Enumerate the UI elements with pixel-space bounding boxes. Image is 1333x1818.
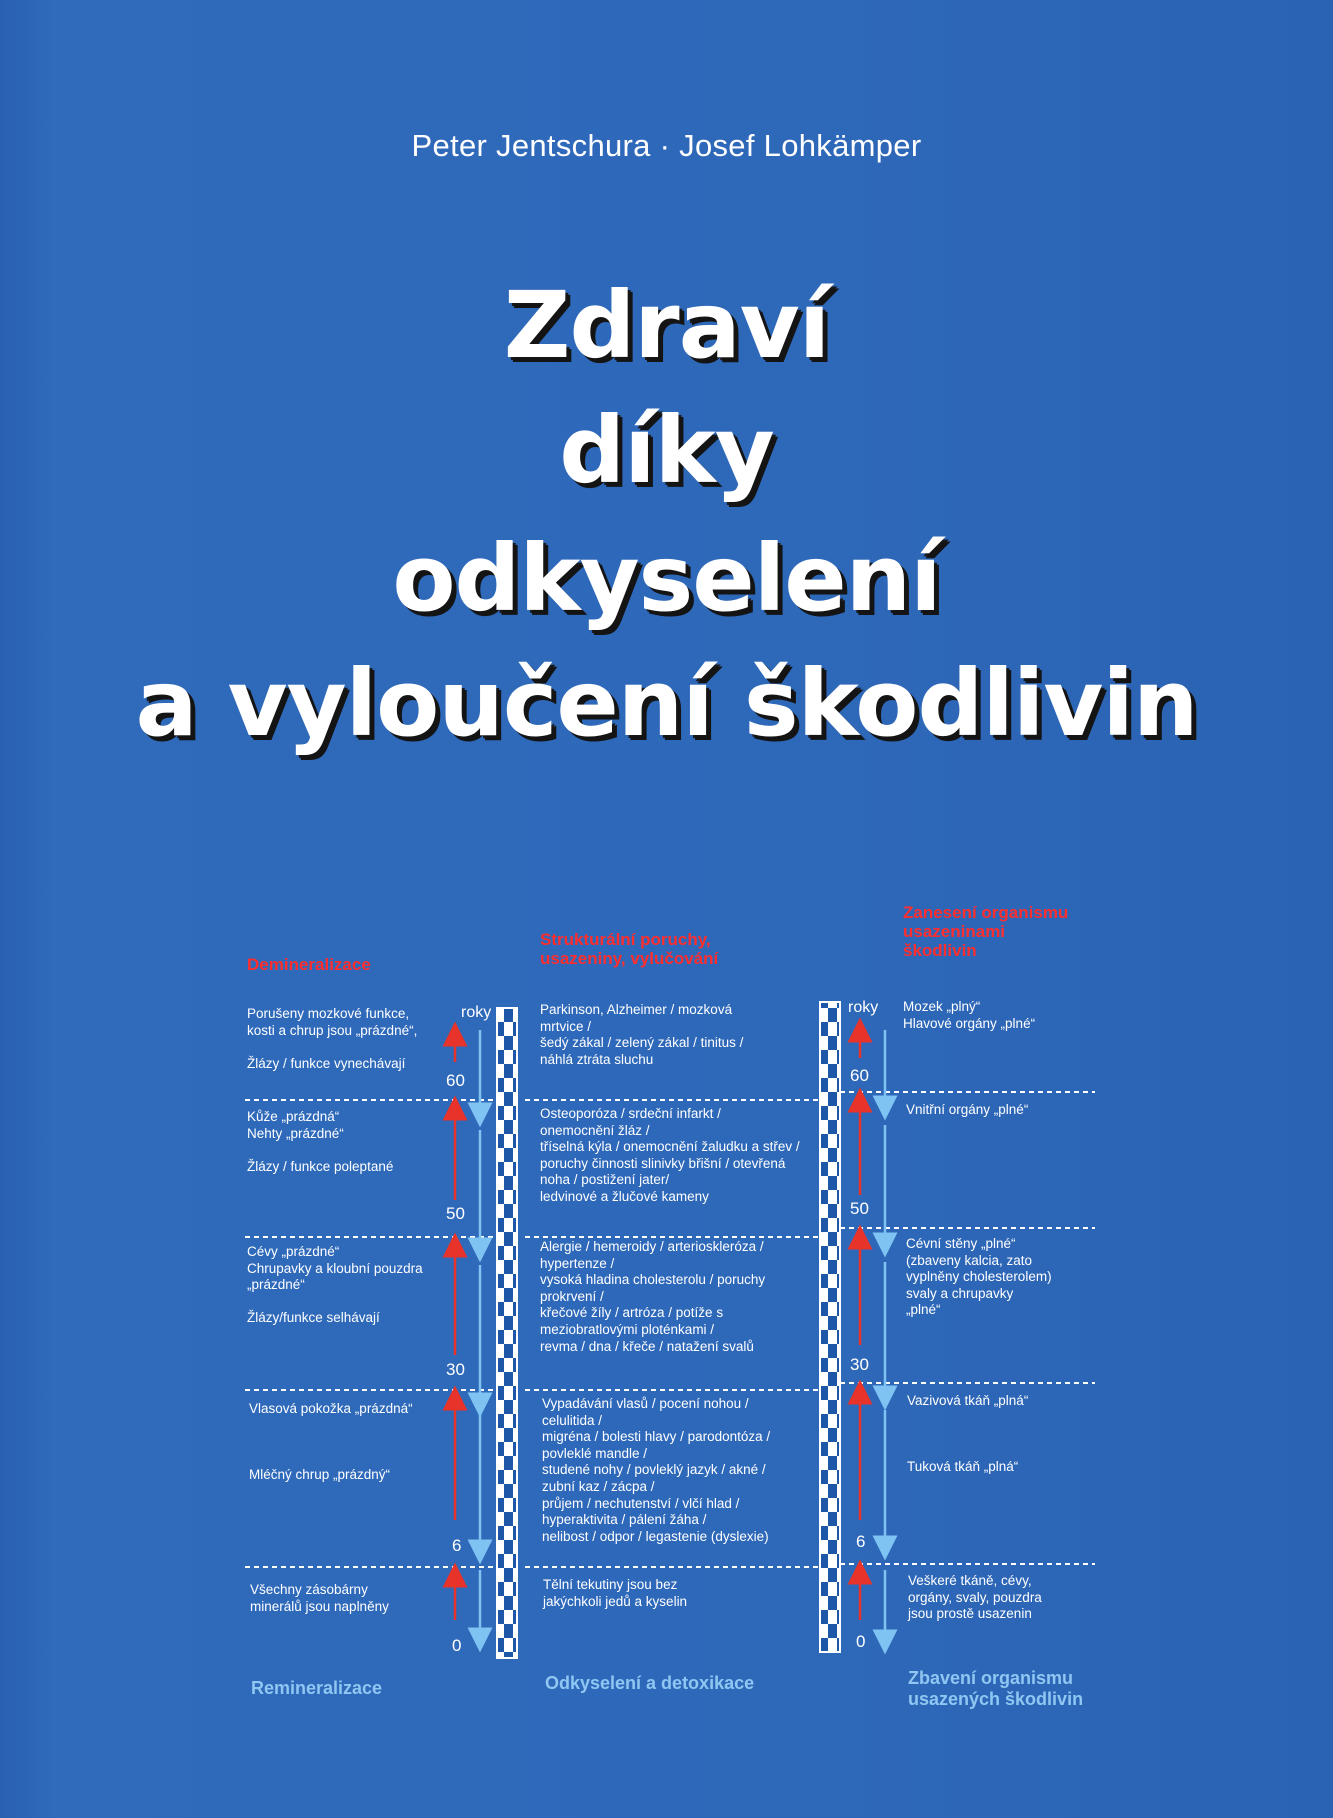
axis-label-left: roky <box>461 1004 492 1021</box>
row1-middle-text: Parkinson, Alzheimer / mozková mrtvice / šedý zákal / zelený zákal / tinitus / náhlá ztráta sluchu <box>540 1002 744 1067</box>
title-line-2: díky <box>559 397 774 504</box>
age-mark-right-30: 30 <box>850 1355 869 1374</box>
row1-left-text: Porušeny mozkové funkce, kosti a chrup jsou „prázdné“, Žlázy / funkce vynechávají <box>247 1006 418 1071</box>
row4-left-text: Vlasová pokožka „prázdná“ Mléčný chrup „prázdný“ <box>249 1401 413 1483</box>
row2-middle-text: Osteoporóza / srdeční infarkt / onemocnění žláz / tříselná kýla / onemocnění žaludku a střev / poruchy činnosti slinivky břišní / otevřená noha / postižení jater/ ledvinové a žlučové kameny <box>540 1106 800 1204</box>
title-line-4: a vyloučení škodlivin <box>135 650 1198 757</box>
footer-remineralization: Remineralizace <box>251 1678 383 1698</box>
footer-deacidification: Odkyselení a detoxikace <box>545 1673 755 1693</box>
age-mark-right-50: 50 <box>850 1199 869 1218</box>
row1-right-text: Mozek „plný“ Hlavové orgány „plné“ <box>903 999 1036 1031</box>
right-timeline-bar <box>820 1002 840 1652</box>
title-line-1: Zdraví <box>503 272 830 379</box>
row2-left-text: Kůže „prázdná“ Nehty „prázdné“ Žlázy / funkce poleptané <box>247 1109 394 1174</box>
row3-middle-text: Alergie / hemeroidy / arterioskleróza / hypertenze / vysoká hladina cholesterolu / poruchy prokrvení / křečové žíly / artróza / potíže s meziobratlovými ploténkami / revma / dna / křeče / natažení svalů <box>540 1239 766 1354</box>
title-line-3: odkyselení <box>392 525 941 632</box>
row5-left-text: Všechny zásobárny minerálů jsou naplněny <box>250 1582 389 1614</box>
footer-deposit-removal: Zbavení organismu usazených škodlivin <box>908 1668 1084 1709</box>
row3-left-text: Cévy „prázdné“ Chrupavky a kloubní pouzdra „prázdné“ Žlázy/funkce selhávají <box>247 1244 423 1326</box>
authors: Peter Jentschura · Josef Lohkämper <box>411 128 922 163</box>
header-demineralization: Demineralizace <box>247 955 371 974</box>
row2-right-text: Vnitřní orgány „plné“ <box>906 1102 1029 1117</box>
axis-label-right: roky <box>848 999 879 1016</box>
age-mark-left-0: 0 <box>452 1636 462 1655</box>
row5-middle-text: Tělní tekutiny jsou bez jakýchkoli jedů a kyselin <box>543 1577 688 1609</box>
left-timeline-bar <box>497 1008 517 1658</box>
row5-right-text: Veškeré tkáně, cévy, orgány, svaly, pouzdra jsou prostě usazenin <box>908 1573 1042 1622</box>
age-mark-right-60: 60 <box>850 1066 869 1085</box>
header-structural-disorders: Strukturální poruchy, usazeniny, vylučování <box>540 930 719 968</box>
header-deposits: Zanesení organismu usazeninami škodlivin <box>903 903 1069 960</box>
age-mark-left-60: 60 <box>446 1071 465 1090</box>
age-mark-left-6: 6 <box>452 1536 462 1555</box>
age-mark-right-6: 6 <box>856 1532 866 1551</box>
age-mark-left-30: 30 <box>446 1360 465 1379</box>
row4-middle-text: Vypadávání vlasů / pocení nohou / celulitida / migréna / bolesti hlavy / parodontóza / povleklé mandle / studené nohy / povleklý jazyk / akné / zubní kaz / zácpa / průjem / nechutenství / vlčí hlad / hyperaktivita / pálení žáha / nelibost / odpor / legastenie (dyslexie) <box>542 1396 771 1544</box>
age-mark-right-0: 0 <box>856 1632 866 1651</box>
row3-right-text: Cévní stěny „plné“ (zbaveny kalcia, zato vyplněny cholesterolem) svaly a chrupavky „plné“ <box>906 1236 1052 1318</box>
age-mark-left-50: 50 <box>446 1204 465 1223</box>
row4-right-text: Vazivová tkáň „plná“ Tuková tkáň „plná“ <box>907 1393 1029 1475</box>
